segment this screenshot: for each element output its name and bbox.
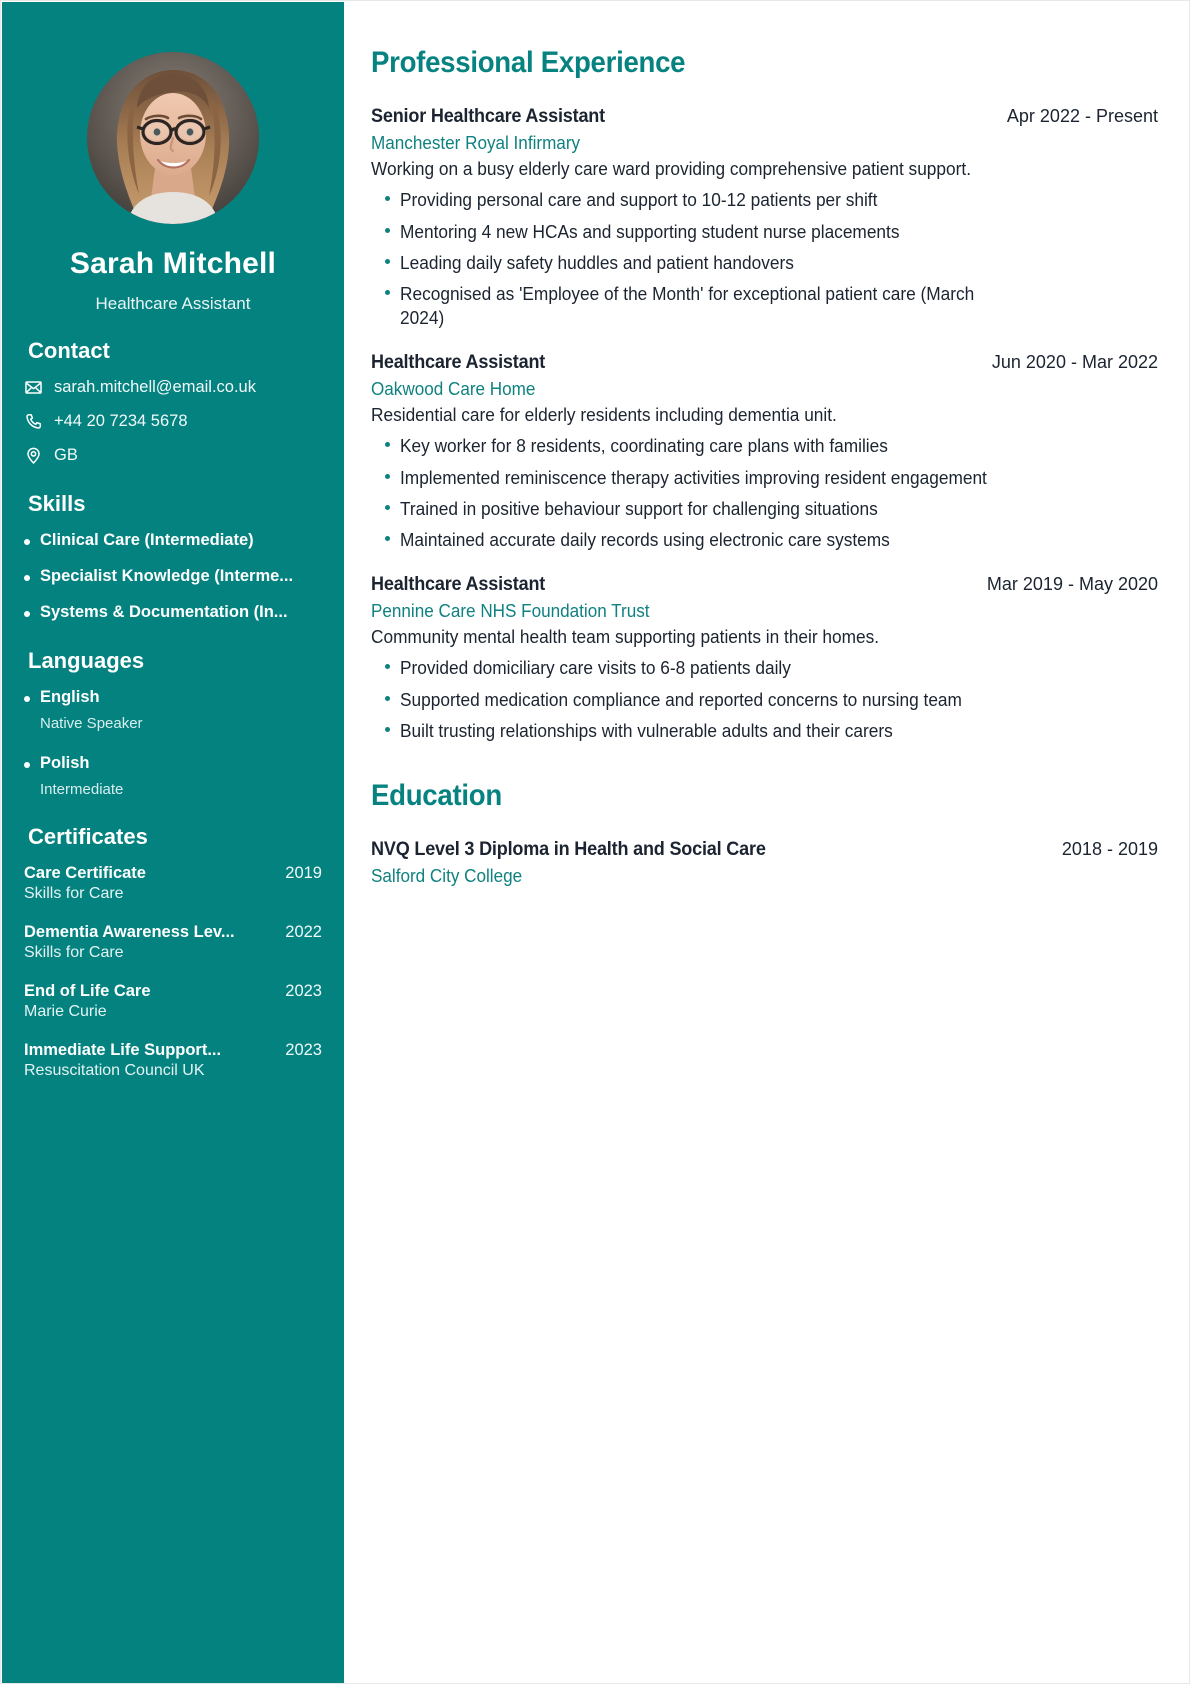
job-point-text: Implemented reminiscence therapy activities improving resident engagement xyxy=(400,467,987,488)
bullet-dot-icon xyxy=(385,290,390,295)
degree-date: 2018 - 2019 xyxy=(1061,838,1158,859)
job-point xyxy=(371,688,1031,712)
contact-location-value: GB xyxy=(54,445,78,464)
education-entry-header xyxy=(371,839,1158,861)
job-employer: Oakwood Care Home xyxy=(371,379,536,400)
job-point xyxy=(371,220,1031,244)
skills-list xyxy=(24,531,322,622)
job-points xyxy=(371,656,1158,742)
bullet-dot-icon xyxy=(24,696,30,702)
contact-heading: Contact xyxy=(28,338,110,363)
experience-entry-header xyxy=(371,352,1158,374)
language-item xyxy=(24,754,322,773)
job-description: Community mental health team supporting patients in their homes. xyxy=(371,626,880,647)
language-name: Polish xyxy=(40,754,90,773)
education-section-heading: Education xyxy=(371,778,502,812)
bullet-dot-icon xyxy=(385,505,390,510)
job-description: Working on a busy elderly care ward providing comprehensive patient support. xyxy=(371,159,971,179)
degree-institution: Salford City College xyxy=(371,865,523,886)
job-description: Residential care for elderly residents including dementia unit. xyxy=(371,405,837,426)
languages-heading: Languages xyxy=(28,648,145,674)
certificate-org: Skills for Care xyxy=(24,944,124,962)
experience-entry xyxy=(371,574,1158,743)
job-point xyxy=(371,656,1031,680)
education-entry xyxy=(371,839,1158,887)
skill-item xyxy=(24,603,322,622)
certificate-header xyxy=(24,982,322,1001)
job-point-text: Trained in positive behaviour support for challenging situations xyxy=(400,498,878,519)
candidate-role: Healthcare Assistant xyxy=(95,294,251,313)
certificate-item xyxy=(24,1041,322,1080)
language-level: Native Speaker xyxy=(40,715,143,733)
certificate-name: End of Life Care xyxy=(24,982,151,1001)
certificate-year: 2023 xyxy=(285,1041,322,1060)
certificate-header xyxy=(24,864,322,883)
job-point-text: Maintained accurate daily records using electronic care systems xyxy=(400,529,890,550)
job-date: Apr 2022 - Present xyxy=(1006,106,1158,126)
job-point xyxy=(371,466,1031,490)
main-content xyxy=(344,2,1188,1682)
certificate-header xyxy=(24,1041,322,1060)
certificate-item xyxy=(24,923,322,962)
candidate-name: Sarah Mitchell xyxy=(69,247,277,280)
phone-icon xyxy=(24,412,43,431)
contact-phone[interactable] xyxy=(24,412,322,432)
bullet-dot-icon xyxy=(24,575,30,581)
bullet-dot-icon xyxy=(385,259,390,264)
job-point-text: Providing personal care and support to 10-12 patients per shift xyxy=(400,190,878,211)
bullet-dot-icon xyxy=(24,762,30,768)
certificate-org: Marie Curie xyxy=(24,1003,107,1021)
job-point xyxy=(371,434,1031,458)
job-employer: Pennine Care NHS Foundation Trust xyxy=(371,600,650,621)
language-level: Intermediate xyxy=(40,781,124,799)
job-point xyxy=(371,282,1031,330)
certificate-item xyxy=(24,982,322,1021)
experience-entry-header xyxy=(371,106,1158,128)
skill-item xyxy=(24,567,322,586)
certificate-name: Immediate Life Support... xyxy=(24,1041,222,1060)
bullet-dot-icon xyxy=(385,727,390,732)
certificate-year: 2019 xyxy=(285,864,322,883)
job-point-text: Recognised as 'Employee of the Month' for exceptional patient care (March 2024) xyxy=(400,283,975,328)
job-title: Healthcare Assistant xyxy=(371,352,546,374)
certificate-year: 2023 xyxy=(285,982,322,1001)
location-pin-icon xyxy=(24,446,43,465)
skills-heading: Skills xyxy=(28,491,86,517)
contact-location xyxy=(24,446,322,466)
job-title: Healthcare Assistant xyxy=(371,573,546,595)
languages-list xyxy=(24,688,322,798)
job-point xyxy=(371,528,1031,552)
language-item xyxy=(24,688,322,707)
experience-entry xyxy=(371,352,1158,552)
bullet-dot-icon xyxy=(385,474,390,479)
certificate-year: 2022 xyxy=(285,923,322,942)
contact-phone-value: +44 20 7234 5678 xyxy=(54,411,188,430)
job-points xyxy=(371,188,1158,330)
job-point xyxy=(371,719,1031,743)
avatar-wrapper xyxy=(24,2,322,224)
job-date: Jun 2020 - Mar 2022 xyxy=(991,352,1158,373)
job-point-text: Built trusting relationships with vulnerable adults and their carers xyxy=(400,720,893,741)
bullet-dot-icon xyxy=(24,611,30,617)
language-name: English xyxy=(40,688,100,707)
bullet-dot-icon xyxy=(385,664,390,669)
skill-label: Systems & Documentation (In... xyxy=(40,603,288,622)
job-employer: Manchester Royal Infirmary xyxy=(371,133,581,153)
job-point xyxy=(371,497,1031,521)
job-point-text: Mentoring 4 new HCAs and supporting student nurse placements xyxy=(400,221,900,242)
job-point xyxy=(371,251,1031,275)
sidebar xyxy=(2,2,344,1684)
bullet-dot-icon xyxy=(385,196,390,201)
bullet-dot-icon xyxy=(24,539,30,545)
certificate-name: Dementia Awareness Lev... xyxy=(24,923,235,942)
job-points xyxy=(371,434,1158,551)
job-date: Mar 2019 - May 2020 xyxy=(986,573,1158,594)
job-point-text: Supported medication compliance and reported concerns to nursing team xyxy=(400,689,962,710)
bullet-dot-icon xyxy=(385,228,390,233)
certificate-item xyxy=(24,864,322,903)
bullet-dot-icon xyxy=(385,442,390,447)
certificate-name: Care Certificate xyxy=(24,864,146,883)
experience-section-heading: Professional Experience xyxy=(371,46,686,79)
experience-entry xyxy=(371,106,1158,330)
skill-label: Specialist Knowledge (Interme... xyxy=(40,567,294,586)
bullet-dot-icon xyxy=(385,696,390,701)
job-point xyxy=(371,188,1031,212)
certificate-org: Resuscitation Council UK xyxy=(24,1062,205,1080)
certificate-header xyxy=(24,923,322,942)
avatar xyxy=(87,52,259,224)
bullet-dot-icon xyxy=(385,536,390,541)
job-point-text: Provided domiciliary care visits to 6-8 patients daily xyxy=(400,658,791,679)
job-title: Senior Healthcare Assistant xyxy=(371,106,605,127)
skill-item xyxy=(24,531,322,550)
job-point-text: Key worker for 8 residents, coordinating care plans with families xyxy=(400,436,888,457)
experience-entry-header xyxy=(371,574,1158,596)
skill-label: Clinical Care (Intermediate) xyxy=(40,531,254,550)
portrait-photo-icon xyxy=(87,52,259,224)
envelope-icon xyxy=(24,378,43,397)
certificates-heading: Certificates xyxy=(28,824,148,850)
contact-email[interactable] xyxy=(24,378,322,398)
contact-email-value: sarah.mitchell@email.co.uk xyxy=(54,378,256,396)
job-point-text: Leading daily safety huddles and patient handovers xyxy=(400,252,794,273)
certificate-org: Skills for Care xyxy=(24,885,124,903)
degree-title: NVQ Level 3 Diploma in Health and Social Care xyxy=(371,838,766,860)
